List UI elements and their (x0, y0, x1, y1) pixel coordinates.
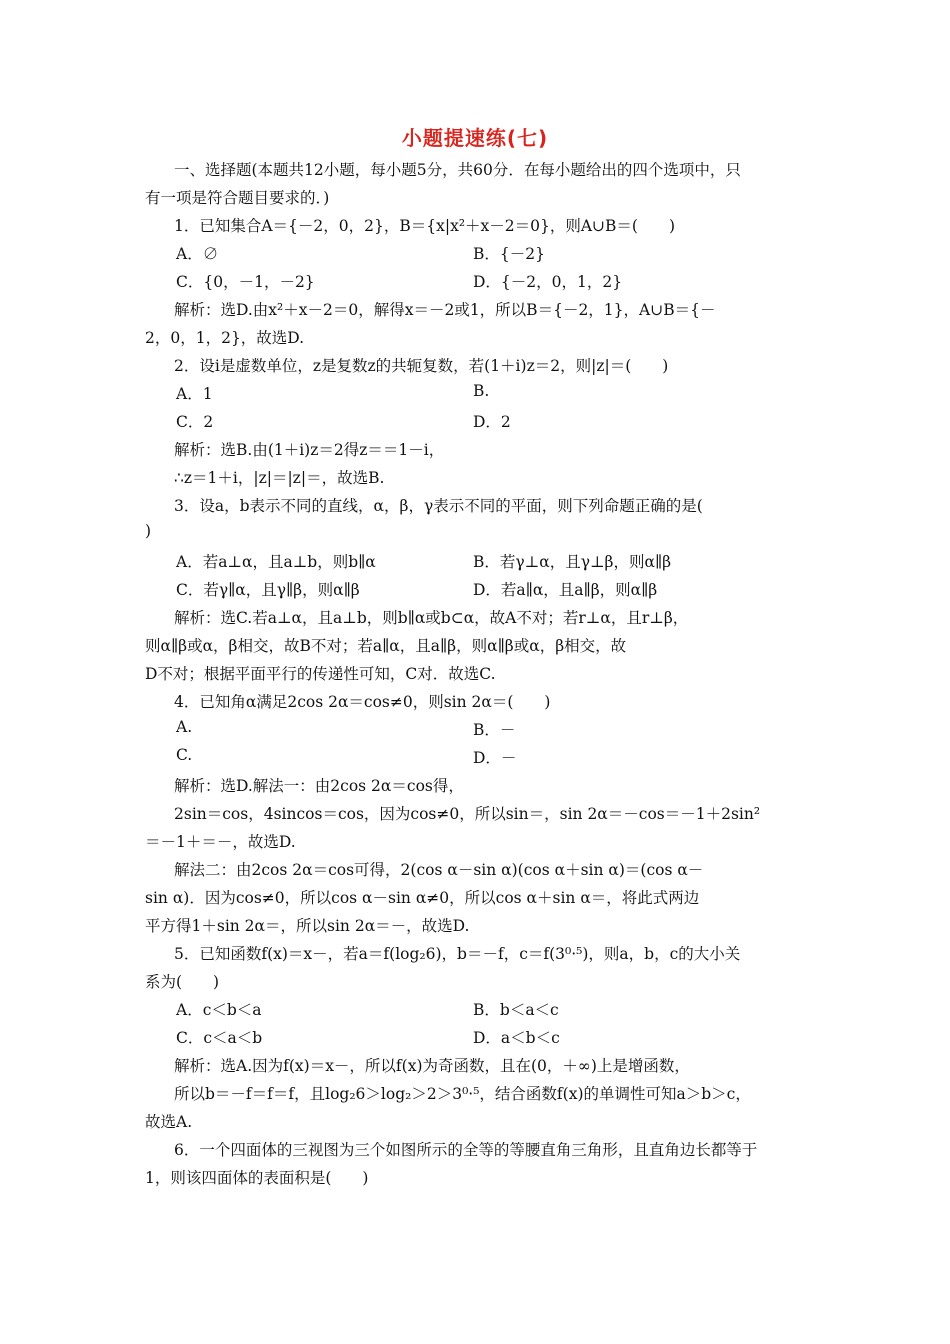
text-line: A. (176, 718, 193, 736)
text-line: D．－ (473, 749, 517, 767)
text-line: 系为( ) (145, 973, 220, 991)
text-line: C．c＜a＜b (176, 1029, 263, 1047)
text-line: B．若γ⊥α，且γ⊥β，则α∥β (473, 553, 672, 571)
text-line: 1，则该四面体的表面积是( ) (145, 1169, 369, 1187)
text-line: 所以b＝－f＝f＝f，且log₂6＞log₂＞2＞3⁰·⁵，结合函数f(x)的单调性可知a＞b＞c， (174, 1085, 751, 1103)
text-line: 解析：选D.解法一：由2cos 2α＝cos得， (174, 777, 464, 795)
text-line: 解法二：由2cos 2α＝cos可得，2(cos α－sin α)(cos α＋sin α)＝(cos α－ (174, 861, 704, 879)
text-line: B．－ (473, 721, 516, 739)
text-line: 3．设a，b表示不同的直线，α，β，γ表示不同的平面，则下列命题正确的是( (174, 497, 703, 515)
text-line: 2，0，1，2}，故选D. (145, 329, 305, 347)
text-line: 解析：选C.若a⊥α，且a⊥b，则b∥α或b⊂α，故A不对；若r⊥α，且r⊥β， (174, 609, 689, 627)
text-line: C．{0，－1，－2} (176, 273, 315, 291)
text-line: 平方得1＋sin 2α＝，所以sin 2α＝－，故选D. (145, 917, 470, 935)
text-line: D．{－2，0，1，2} (473, 273, 623, 291)
page-title: 小题提速练(七) (401, 126, 549, 150)
text-line: sin α)．因为cos≠0，所以cos α－sin α≠0，所以cos α＋sin α＝，将此式两边 (145, 889, 700, 907)
text-line: C．若γ∥α，且γ∥β，则α∥β (176, 581, 360, 599)
text-line: A．∅ (176, 245, 219, 263)
text-line: 1．已知集合A＝{－2，0，2}，B＝{x|x²＋x－2＝0}，则A∪B＝( ) (174, 217, 676, 235)
text-line: A．1 (176, 385, 213, 403)
text-line: D．若a∥α，且a∥β，则α∥β (473, 581, 658, 599)
text-line: 故选A. (145, 1113, 193, 1131)
text-line: 2sin＝cos，4sincos＝cos，因为cos≠0，所以sin＝，sin 2α＝－cos＝－1＋2sin² (174, 805, 761, 823)
text-line: D．2 (473, 413, 511, 431)
text-line: 2．设i是虚数单位，z是复数z的共轭复数，若(1＋i)z＝2，则|z|＝( ) (174, 357, 669, 375)
text-line: 则α∥β或α，β相交，故B不对；若a∥α，且a∥β，则α∥β或α，β相交，故 (145, 637, 627, 655)
text-line: 6．一个四面体的三视图为三个如图所示的全等的等腰直角三角形，且直角边长都等于 (174, 1141, 758, 1159)
text-line: A．c＜b＜a (176, 1001, 262, 1019)
text-line: C．2 (176, 413, 214, 431)
text-line: ) (145, 522, 152, 540)
text-line: B. (473, 382, 490, 400)
text-line: ∴z＝1＋i，|z|＝|z|＝，故选B. (174, 469, 385, 487)
text-line: A．若a⊥α，且a⊥b，则b∥α (176, 553, 376, 571)
text-line: 一、选择题(本题共12小题，每小题5分，共60分．在每小题给出的四个选项中，只 (174, 161, 741, 179)
text-line: D．a＜b＜c (473, 1029, 560, 1047)
text-line: ＝－1＋＝－，故选D. (145, 833, 296, 851)
text-line: B．{－2} (473, 245, 545, 263)
text-line: 解析：选A.因为f(x)＝x－，所以f(x)为奇函数，且在(0，＋∞)上是增函数， (174, 1057, 690, 1075)
text-line: 5．已知函数f(x)＝x－，若a＝f(log₂6)，b＝－f，c＝f(3⁰·⁵)，则a，b，c的大小关 (174, 945, 741, 963)
text-line: B．b＜a＜c (473, 1001, 559, 1019)
text-line: 4．已知角α满足2cos 2α＝cos≠0，则sin 2α＝( ) (174, 693, 551, 711)
text-line: D不对；根据平面平行的传递性可知，C对．故选C. (145, 665, 496, 683)
text-line: 解析：选B.由(1＋i)z＝2得z＝＝1－i， (174, 441, 445, 459)
text-line: C. (176, 746, 193, 764)
text-line: 解析：选D.由x²＋x－2＝0，解得x＝－2或1，所以B＝{－2，1}，A∪B＝{－ (174, 301, 716, 319)
text-line: 有一项是符合题目要求的．) (145, 189, 330, 207)
